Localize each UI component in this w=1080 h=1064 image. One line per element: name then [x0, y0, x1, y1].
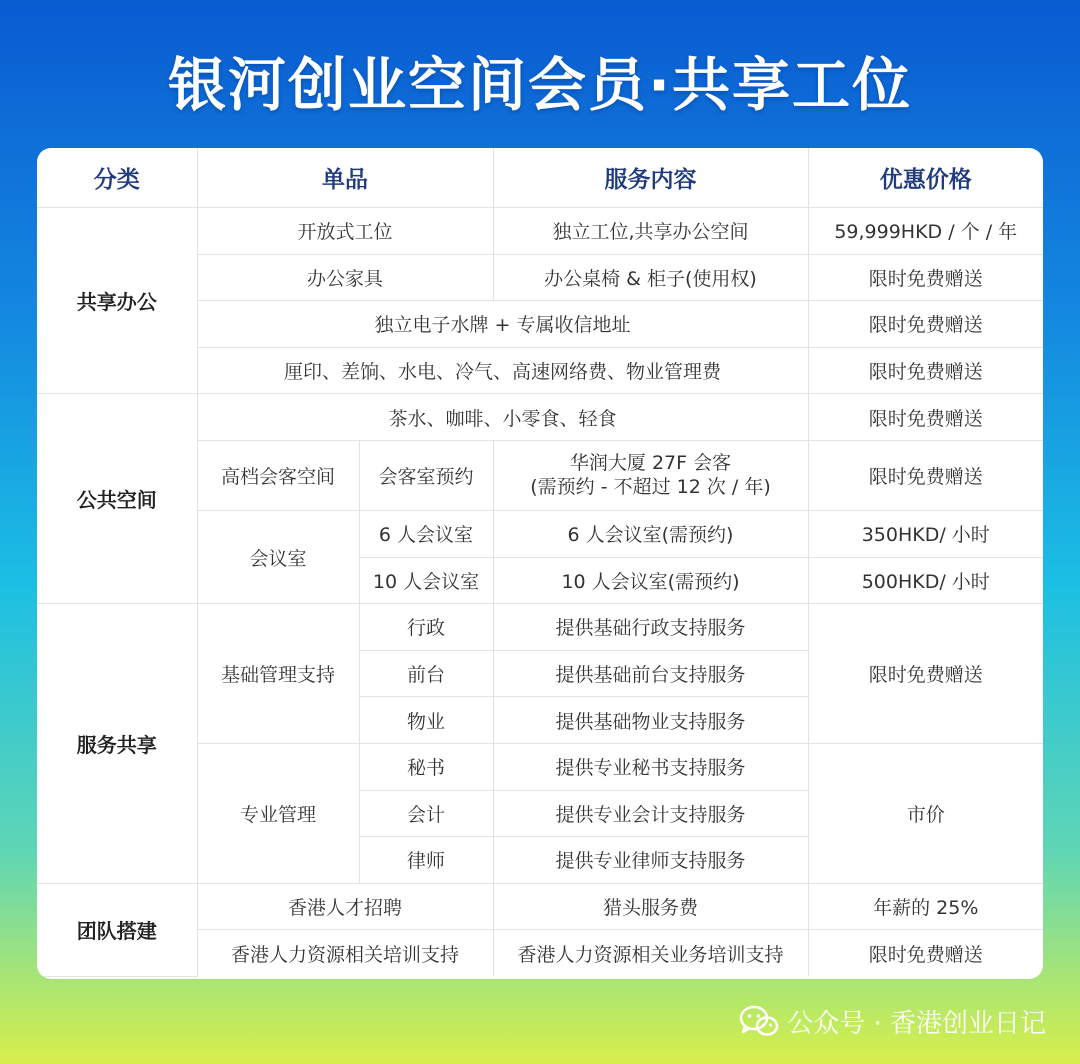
price-cell: 限时免费赠送 — [808, 301, 1043, 348]
price-cell: 59,999HKD / 个 / 年 — [808, 208, 1043, 255]
item-cell: 开放式工位 — [197, 208, 493, 255]
item-cell: 香港人才招聘 — [197, 883, 493, 930]
group-cell: 会议室 — [197, 510, 359, 603]
table-row — [37, 394, 1043, 441]
header-category: 分类 — [37, 148, 197, 208]
content-cell: 办公桌椅 & 柜子(使用权) — [493, 254, 808, 301]
content-cell: 提供专业律师支持服务 — [493, 837, 808, 884]
category-shared-office: 共享办公 — [37, 208, 197, 394]
header-item: 单品 — [197, 148, 493, 208]
content-cell: 香港人力资源相关业务培训支持 — [493, 930, 808, 977]
content-cell: 独立工位,共享办公空间 — [493, 208, 808, 255]
category-team-building: 团队搭建 — [37, 883, 197, 976]
header-content: 服务内容 — [493, 148, 808, 208]
content-cell: 提供基础前台支持服务 — [493, 650, 808, 697]
content-cell: 猎头服务费 — [493, 883, 808, 930]
price-cell: 限时免费赠送 — [808, 440, 1043, 510]
table-row — [37, 604, 1043, 651]
content-cell — [493, 440, 808, 510]
header-price: 优惠价格 — [808, 148, 1043, 208]
item-cell: 会计 — [359, 790, 493, 837]
price-cell: 限时免费赠送 — [808, 394, 1043, 441]
content-cell: 提供专业会计支持服务 — [493, 790, 808, 837]
item-cell: 独立电子水牌 + 专属收信地址 — [197, 301, 808, 348]
item-cell: 律师 — [359, 837, 493, 884]
footer-watermark — [739, 998, 1046, 1044]
item-cell: 10 人会议室 — [359, 557, 493, 604]
item-cell: 6 人会议室 — [359, 510, 493, 557]
wechat-icon — [739, 1004, 779, 1038]
price-cell: 限时免费赠送 — [808, 254, 1043, 301]
category-public-space: 公共空间 — [37, 394, 197, 604]
content-cell: 6 人会议室(需预约) — [493, 510, 808, 557]
price-cell: 限时免费赠送 — [808, 930, 1043, 977]
price-cell: 市价 — [808, 743, 1043, 883]
item-cell: 行政 — [359, 604, 493, 651]
content-line: 华润大厦 27F 会客 — [569, 452, 732, 475]
group-cell: 基础管理支持 — [197, 604, 359, 744]
price-cell: 限时免费赠送 — [808, 604, 1043, 744]
content-line: (需预约 - 不超过 12 次 / 年) — [530, 476, 771, 499]
price-cell: 年薪的 25% — [808, 883, 1043, 930]
content-cell: 提供专业秘书支持服务 — [493, 743, 808, 790]
table-row — [37, 883, 1043, 930]
item-cell: 会客室预约 — [359, 440, 493, 510]
page-title: 银河创业空间会员·共享工位 — [167, 51, 913, 119]
price-cell: 500HKD/ 小时 — [808, 557, 1043, 604]
content-cell: 提供基础物业支持服务 — [493, 697, 808, 744]
price-cell: 限时免费赠送 — [808, 347, 1043, 394]
table-row — [37, 208, 1043, 255]
item-cell: 香港人力资源相关培训支持 — [197, 930, 493, 977]
item-cell: 物业 — [359, 697, 493, 744]
item-cell: 秘书 — [359, 743, 493, 790]
item-cell: 厘印、差饷、水电、冷气、高速网络费、物业管理费 — [197, 347, 808, 394]
group-cell: 专业管理 — [197, 743, 359, 883]
footer-text: 公众号 · 香港创业日记 — [787, 1008, 1046, 1039]
price-cell: 350HKD/ 小时 — [808, 510, 1043, 557]
item-cell: 办公家具 — [197, 254, 493, 301]
content-cell: 提供基础行政支持服务 — [493, 604, 808, 651]
content-cell: 10 人会议室(需预约) — [493, 557, 808, 604]
pricing-table — [37, 148, 1043, 977]
item-cell: 茶水、咖啡、小零食、轻食 — [197, 394, 808, 441]
table-header-row — [37, 148, 1043, 208]
group-cell: 高档会客空间 — [197, 440, 359, 510]
category-service-sharing: 服务共享 — [37, 604, 197, 884]
item-cell: 前台 — [359, 650, 493, 697]
pricing-table-card — [37, 148, 1043, 979]
